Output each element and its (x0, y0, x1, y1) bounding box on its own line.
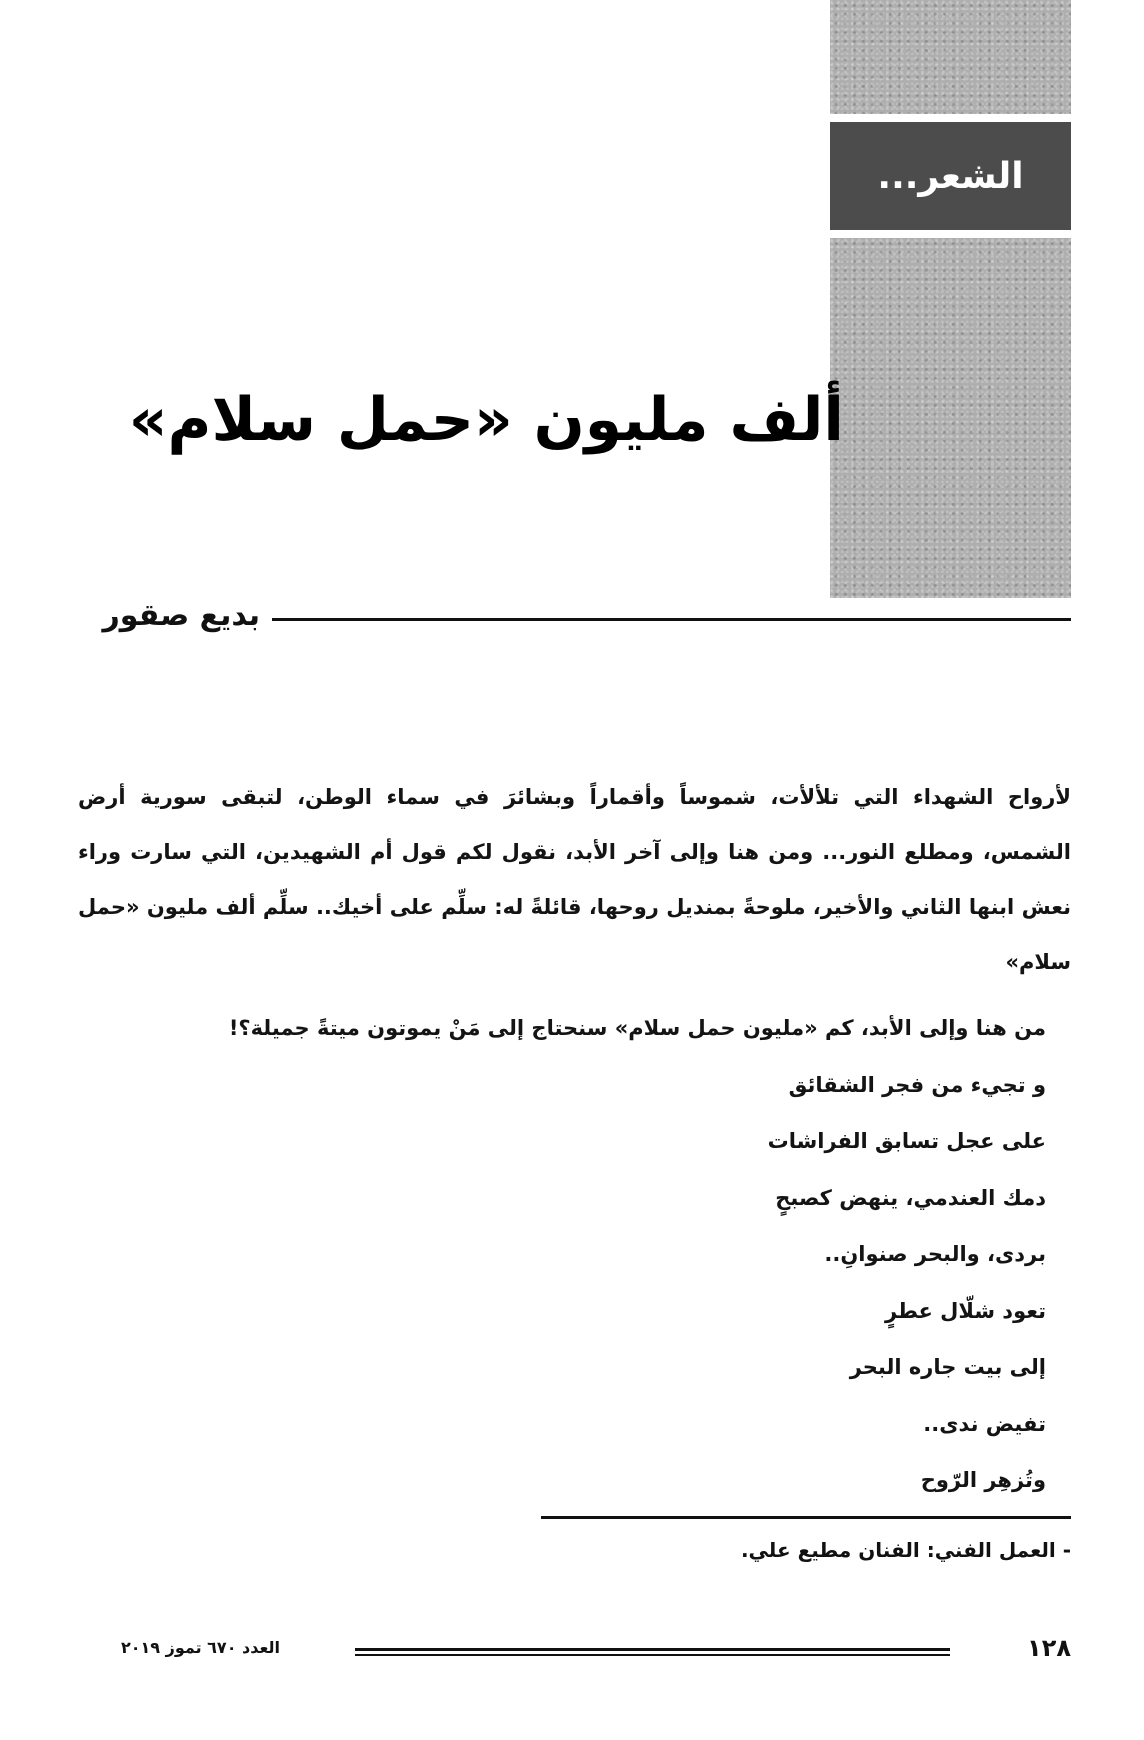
intro-paragraph: لأرواح الشهداء التي تلألأت، شموساً وأقماراً وبشائرَ في سماء الوطن، لتبقى سورية أرض الشمس، ومطلع النور... ومن هنا وإلى آخر الأبد، نقول لكم قول أم الشهيدين، التي سارت وراء نعش ابنها الثاني والأخير، ملوحةً بمنديل روحها، قائلةً له: سلِّم على أخيك.. سلِّم ألف مليون «حمل سلام» (78, 785, 1071, 974)
section-label: الشعر... (830, 122, 1071, 230)
footer-rule-thin (355, 1654, 950, 1656)
footnote-divider (541, 1516, 1071, 1519)
verse-line: إلى بيت جاره البحر (849, 1355, 1046, 1379)
verse-line: على عجل تسابق الفراشات (767, 1129, 1046, 1153)
issue-info: العدد ٦٧٠ تموز ٢٠١٩ (120, 1638, 280, 1657)
verse-line: تعود شلّال عطرٍ (885, 1298, 1046, 1323)
verse-line: و تجيء من فجر الشقائق (788, 1072, 1046, 1097)
poem-verses (150, 1000, 1046, 1509)
footer-rule-thick (355, 1648, 950, 1651)
verse-line: من هنا وإلى الأبد، كم «مليون حمل سلام» سنحتاج إلى مَنْ يموتون ميتةً جميلة؟! (228, 1016, 1046, 1040)
decorative-gray-block-bottom (830, 238, 1071, 598)
author-divider (272, 618, 1071, 621)
verse-line: وتُزهِر الرّوح (920, 1468, 1046, 1492)
verse-line: بردى، والبحر صنوانِ.. (824, 1242, 1046, 1266)
footer-divider (355, 1648, 950, 1657)
verse-line: دمك العندمي، ينهض كصبحٍ (775, 1185, 1046, 1210)
article-title: ألف مليون «حمل سلام» (128, 385, 844, 455)
decorative-gray-block-top (830, 0, 1071, 114)
author-name: بديع صقور (102, 598, 260, 633)
verse-line: تفيض ندى.. (923, 1411, 1046, 1436)
artwork-credit: - العمل الفني: الفنان مطيع علي. (740, 1538, 1071, 1562)
page-number: ١٢٨ (1027, 1634, 1071, 1662)
